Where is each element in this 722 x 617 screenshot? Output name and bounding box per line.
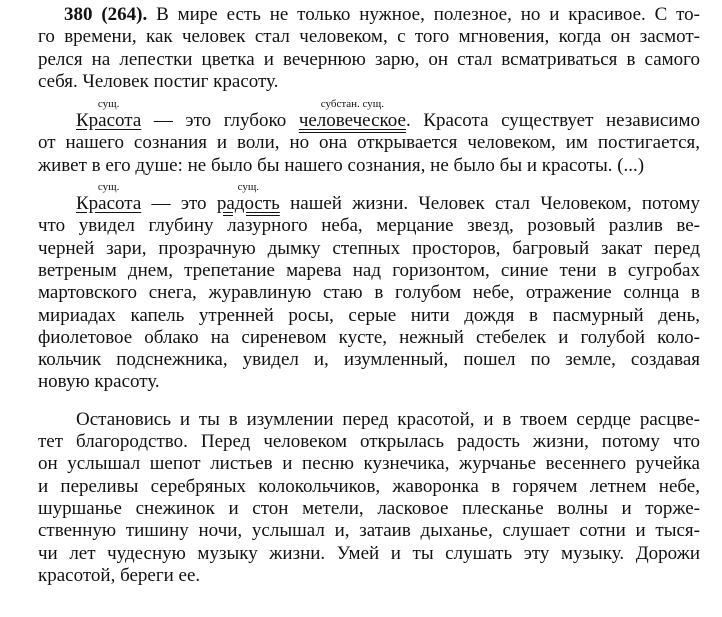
annotated-word [76,98,142,132]
p1-line: себя. Человек постиг красоту. [38,70,279,92]
p1-line [38,4,700,26]
p4-line: чи лет чудесную музыку жизни. Умей и ты слушать эту музыку. Дорожи [38,542,700,564]
p3-line: новую красоту. [38,371,160,393]
text: . Красота существует независимо [405,110,700,132]
p3-line: ветреным днем, трепетание марева над горизонтом, синие тени в сугробах [38,259,700,281]
text: В мире есть не только нужное, полезное, но и красивое. С то- [156,4,700,25]
annotated-word [76,181,142,215]
exercise-number: 380 (264). [64,4,148,25]
p3-line: что увидел глубину лазурного неба, мерцание звезд, розовый разлив ве- [38,215,700,237]
grammar-note: сущ. [97,98,120,111]
p1-line: релся на лепестки цветка и вечернюю зарю, он стал всматриваться в самого [38,48,700,70]
predicate-word: радость [216,193,280,215]
exercise-text [38,4,700,587]
annotated-word [298,98,406,132]
p4-line: и переливы серебряных колокольчиков, жаворонка в горячем летнем небе, [38,475,700,497]
grammar-note: сущ. [97,181,120,194]
p2-line [38,98,700,132]
p4-line: он услышал шепот листьев и песню кузнечика, журчанье весеннего ручейка [38,453,700,475]
p4-line: ственную тишину ночи, услышал и, затаив дыханье, слушает сотни и тыся- [38,520,700,542]
p3-line [38,181,700,215]
text: нашей жизни. Человек стал Человеком, потому [279,193,700,215]
p3-line: фиолетовое облако на сиреневом кусте, нежный стебелек и голубой коло- [38,326,700,348]
text: — это глубоко [141,110,299,132]
p4-line: красотой, береги ее. [38,564,201,586]
p1-line: го времени, как человек стал человеком, с того мгновения, когда он засмот- [38,26,700,48]
p4-line: шуршанье снежинок и стон метели, ласковое плесканье волны и торже- [38,497,700,519]
p3-line: мириадах капель утренней росы, серые нити дождя в пасмурный день, [38,304,700,326]
p4-line: тет благородство. Перед человеком открылась радость жизни, потому что [38,431,700,453]
grammar-note: сущ. [237,181,260,194]
annotated-word [216,181,280,215]
p2-line: от нашего сознания и воли, но она открывается человеком, им постигается, [38,132,700,154]
p2-line: живет в его душе: не было бы нашего сознания, не было бы и красоты. (...) [38,154,645,176]
grammar-note: субстан. сущ. [320,98,384,111]
subject-word: Красота [76,193,142,215]
text: — это [141,193,217,215]
p3-line: черней зари, прозрачную дымку степных просторов, багровый закат перед [38,237,700,259]
predicate-word: человеческое [298,110,406,132]
p3-line: кольчик подснежника, увидел и, изумленный, пошел по земле, создавая [38,349,700,371]
p3-line: мартовского снега, журавлиную стаю в голубом небе, отражение солнца в [38,282,700,304]
p4-line: Остановись и ты в изумлении перед красотой, и в твоем сердце расцве- [76,408,700,430]
subject-word: Красота [76,110,142,132]
